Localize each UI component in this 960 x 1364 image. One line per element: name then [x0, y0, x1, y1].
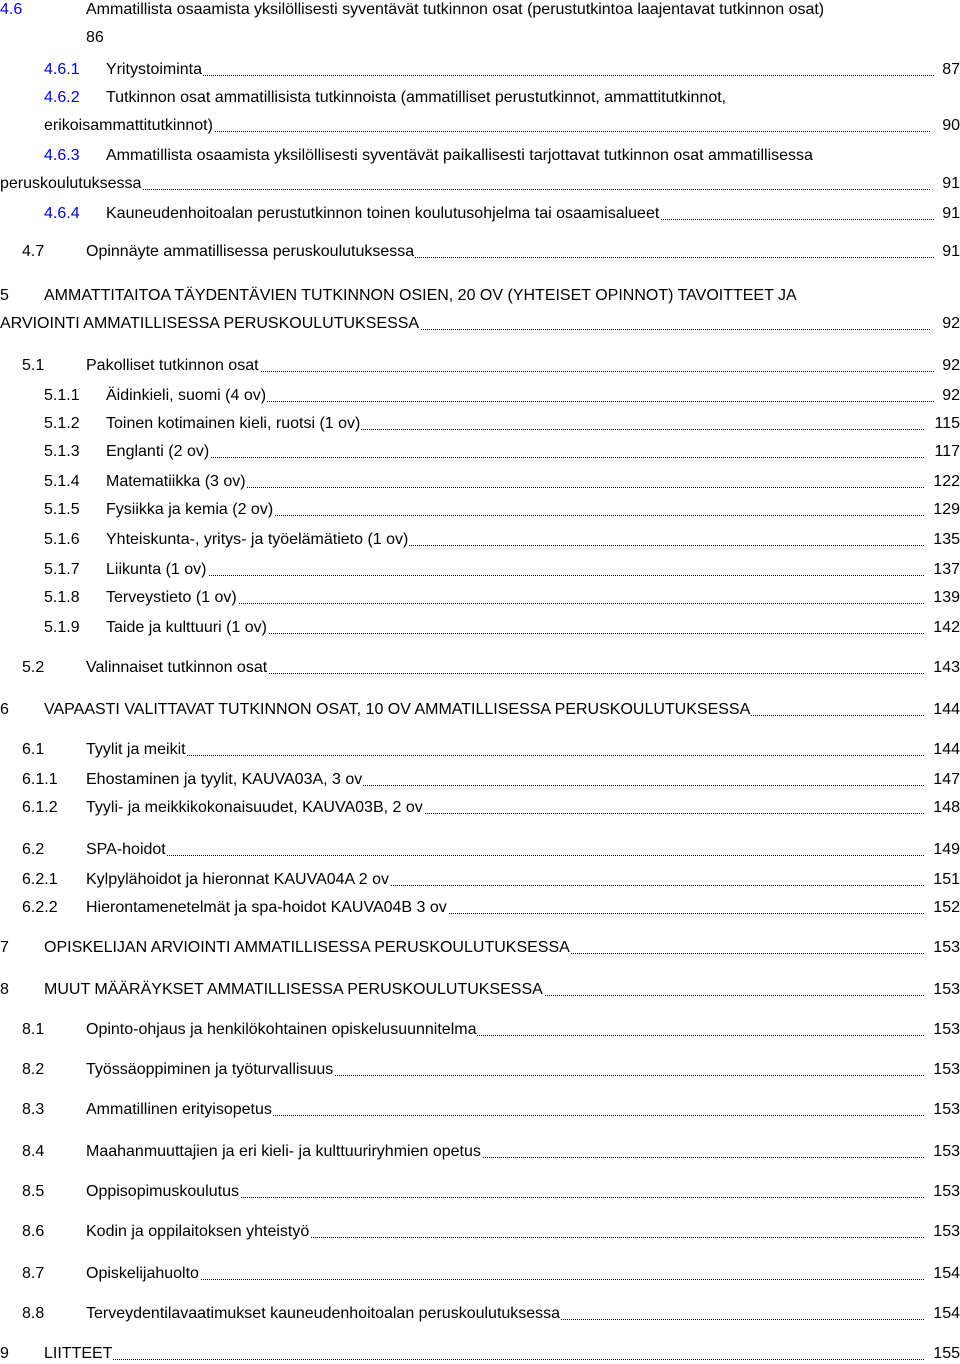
- toc-entry-title-line: [86, 356, 960, 376]
- toc-entry-page: 144: [933, 741, 960, 758]
- toc-entry-title: LIITTEET: [44, 1345, 113, 1362]
- toc-entry-number: 8: [0, 981, 9, 998]
- toc-entry-number: 5.1: [22, 357, 45, 374]
- toc-entry-title-line: [106, 500, 960, 520]
- toc-entry-page: 153: [933, 1143, 960, 1160]
- toc-entry[interactable]: [0, 530, 960, 550]
- toc-entry-number: 8.2: [22, 1061, 45, 1078]
- toc-entry-title-line: [86, 870, 960, 890]
- toc-entry-title: Valinnaiset tutkinnon osat: [86, 659, 268, 676]
- toc-entry-page: 143: [933, 659, 960, 676]
- toc-entry-title-continued: ARVIOINTI AMMATILLISESSA PERUSKOULUTUKSESSA: [0, 315, 420, 332]
- toc-entry[interactable]: [0, 840, 960, 860]
- toc-entry[interactable]: [0, 60, 960, 80]
- toc-entry-title: Fysiikka ja kemia (2 ov): [106, 501, 274, 518]
- toc-entry[interactable]: [0, 286, 960, 306]
- toc-entry-number: 8.6: [22, 1223, 45, 1240]
- toc-entry-page: 151: [933, 871, 960, 888]
- toc-entry-page: 122: [933, 473, 960, 490]
- leader-dots: [44, 1359, 924, 1360]
- toc-entry[interactable]: [0, 770, 960, 790]
- toc-entry[interactable]: [0, 700, 960, 720]
- toc-entry-page: 154: [933, 1265, 960, 1282]
- toc-entry-number: 5.1.6: [44, 531, 80, 548]
- toc-entry-number: 5.1.2: [44, 415, 80, 432]
- toc-entry[interactable]: [0, 658, 960, 678]
- toc-entry[interactable]: [0, 146, 960, 166]
- toc-entry[interactable]: [0, 588, 960, 608]
- toc-entry-page: 92: [942, 315, 960, 332]
- toc-entry-number: 6.2.2: [22, 899, 58, 916]
- toc-entry-page: 92: [942, 357, 960, 374]
- toc-entry-continuation: [0, 28, 960, 48]
- toc-entry[interactable]: [0, 204, 960, 224]
- toc-entry-page: 142: [933, 619, 960, 636]
- toc-entry-continuation: [44, 116, 960, 136]
- toc-entry[interactable]: [0, 1100, 960, 1120]
- toc-entry-page: 91: [942, 243, 960, 260]
- leader-dots: [106, 75, 934, 76]
- toc-entry-number: 8.8: [22, 1305, 45, 1322]
- toc-entry-title: Tutkinnon osat ammatillisista tutkinnoista (ammatilliset perustutkinnot, ammattitutkinnot,: [106, 89, 727, 106]
- toc-entry-number: 6: [0, 701, 9, 718]
- toc-entry-title-line: [106, 414, 960, 434]
- toc-entry-title: Yritystoiminta: [106, 61, 203, 78]
- toc-entry-number: 8.3: [22, 1101, 45, 1118]
- toc-entry-title: Terveystieto (1 ov): [106, 589, 237, 606]
- toc-entry-page: 154: [933, 1305, 960, 1322]
- toc-entry-title-line: [106, 386, 960, 406]
- toc-entry-title: Englanti (2 ov): [106, 443, 210, 460]
- toc-entry-page: 92: [942, 387, 960, 404]
- toc-entry-page: 137: [933, 561, 960, 578]
- toc-entry-page: 86: [86, 29, 104, 46]
- toc-entry[interactable]: [0, 1142, 960, 1162]
- toc-entry-title: AMMATTITAITOA TÄYDENTÄVIEN TUTKINNON OSIEN, 20 OV (YHTEISET OPINNOT) TAVOITTEET JA: [44, 287, 797, 304]
- toc-entry-title-line: [44, 938, 960, 958]
- toc-entry-title-line: [44, 1344, 960, 1364]
- toc-entry-title-line: [106, 530, 960, 550]
- toc-entry-page: 139: [933, 589, 960, 606]
- toc-entry-title-continued: peruskoulutuksessa: [0, 175, 142, 192]
- toc-entry[interactable]: [0, 740, 960, 760]
- toc-entry-number: 5.1.1: [44, 387, 80, 404]
- toc-entry[interactable]: [0, 242, 960, 262]
- toc-entry-title-continued: erikoisammattitutkinnot): [44, 117, 213, 134]
- toc-entry-title-line: [106, 560, 960, 580]
- toc-entry-title-line: [44, 700, 960, 720]
- toc-entry-number: 9: [0, 1345, 9, 1362]
- toc-entry-title: Ammatillinen erityisopetus: [86, 1101, 272, 1118]
- toc-entry-number: 5.1.3: [44, 443, 80, 460]
- toc-entry-title-line: [86, 1020, 960, 1040]
- leader-dots: [86, 855, 924, 856]
- toc-entry-page: 148: [933, 799, 960, 816]
- toc-entry-title: Pakolliset tutkinnon osat: [86, 357, 259, 374]
- toc-entry-title: Kodin ja oppilaitoksen yhteistyö: [86, 1223, 310, 1240]
- toc-entry-number: 4.6.3: [44, 147, 80, 164]
- toc-entry[interactable]: [0, 560, 960, 580]
- toc-entry[interactable]: [0, 1182, 960, 1202]
- toc-entry-title-line: [44, 980, 960, 1000]
- toc-entry-number: 4.6.2: [44, 89, 80, 106]
- toc-entry-number: 8.4: [22, 1143, 45, 1160]
- toc-entry-title-line: [86, 840, 960, 860]
- toc-entry-page: 87: [942, 61, 960, 78]
- toc-entry-title-line: [106, 618, 960, 638]
- leader-dots: [86, 1279, 924, 1280]
- toc-entry-title-line: [86, 1182, 960, 1202]
- toc-entry-number: 4.6.1: [44, 61, 80, 78]
- toc-entry-title-line: [86, 1304, 960, 1324]
- toc-entry-title-line: [86, 1222, 960, 1242]
- toc-entry-title-line: [106, 204, 960, 224]
- toc-entry-page: 153: [933, 1061, 960, 1078]
- toc-entry[interactable]: [0, 0, 960, 20]
- toc-entry-title: Opiskelijahuolto: [86, 1265, 199, 1282]
- toc-entry-page: 149: [933, 841, 960, 858]
- toc-entry-title-line: [86, 242, 960, 262]
- toc-entry-page: 152: [933, 899, 960, 916]
- toc-entry-number: 5.1.7: [44, 561, 80, 578]
- toc-entry-page: 91: [942, 205, 960, 222]
- toc-entry-title-line: [86, 740, 960, 760]
- toc-entry-number: 6.1.2: [22, 799, 58, 816]
- toc-entry-title: Ammatillista osaamista yksilöllisesti syventävät tutkinnon osat (perustutkintoa laajentavat tutkinnon osat): [86, 1, 825, 18]
- toc-entry-title: Opinto-ohjaus ja henkilökohtainen opiskelusuunnitelma: [86, 1021, 477, 1038]
- toc-entry-title-line: [106, 60, 960, 80]
- toc-entry-number: 5.1.9: [44, 619, 80, 636]
- leader-dots: [106, 457, 924, 458]
- toc-entry-title: Kauneudenhoitoalan perustutkinnon toinen koulutusohjelma tai osaamisalueet: [106, 205, 660, 222]
- toc-entry[interactable]: [0, 500, 960, 520]
- toc-entry-title: Äidinkieli, suomi (4 ov): [106, 387, 267, 404]
- toc-entry-title: Yhteiskunta-, yritys- ja työelämätieto (1 ov): [106, 531, 409, 548]
- toc-entry[interactable]: [0, 938, 960, 958]
- toc-entry-title: Maahanmuuttajien ja eri kieli- ja kulttuuriryhmien opetus: [86, 1143, 481, 1160]
- toc-entry-number: 7: [0, 939, 9, 956]
- toc-entry-page: 90: [942, 117, 960, 134]
- toc-entry-page: 153: [933, 1021, 960, 1038]
- toc-entry-title: MUUT MÄÄRÄYKSET AMMATILLISESSA PERUSKOULUTUKSESSA: [44, 981, 543, 998]
- toc-entry-title-line: [106, 442, 960, 462]
- toc-entry[interactable]: [0, 1060, 960, 1080]
- toc-entry-title: Ammatillista osaamista yksilöllisesti syventävät paikallisesti tarjottavat tutkinnon osat ammatillisessa: [106, 147, 813, 164]
- toc-entry-continuation: [0, 314, 960, 334]
- toc-entry-number: 6.2.1: [22, 871, 58, 888]
- toc-entry[interactable]: [0, 1264, 960, 1284]
- toc-entry[interactable]: [0, 1222, 960, 1242]
- toc-entry-number: 5.2: [22, 659, 45, 676]
- toc-entry-title: Oppisopimuskoulutus: [86, 1183, 239, 1200]
- toc-entry-number: 8.1: [22, 1021, 45, 1038]
- toc-entry-page: 153: [933, 981, 960, 998]
- toc-entry-title: VAPAASTI VALITTAVAT TUTKINNON OSAT, 10 OV AMMATILLISESSA PERUSKOULUTUKSESSA: [44, 701, 751, 718]
- toc-entry[interactable]: [0, 1020, 960, 1040]
- toc-entry-title-line: [86, 1142, 960, 1162]
- toc-entry-title: Tyylit ja meikit: [86, 741, 186, 758]
- toc-entry-page: 144: [933, 701, 960, 718]
- toc-entry-title: Ehostaminen ja tyylit, KAUVA03A, 3 ov: [86, 771, 363, 788]
- toc-entry[interactable]: [0, 442, 960, 462]
- toc-entry-number: 6.1.1: [22, 771, 58, 788]
- toc-entry-title-line: [86, 1100, 960, 1120]
- toc-entry-number: 5.1.5: [44, 501, 80, 518]
- toc-entry-number: 5.1.8: [44, 589, 80, 606]
- toc-entry-title: OPISKELIJAN ARVIOINTI AMMATILLISESSA PERUSKOULUTUKSESSA: [44, 939, 570, 956]
- toc-entry[interactable]: [0, 356, 960, 376]
- toc-entry-title-line: [86, 798, 960, 818]
- toc-entry-title: Taide ja kulttuuri (1 ov): [106, 619, 267, 636]
- toc-entry-title-line: [106, 588, 960, 608]
- toc-entry-number: 4.6.4: [44, 205, 80, 222]
- toc-entry[interactable]: [0, 618, 960, 638]
- toc-entry-page: 147: [933, 771, 960, 788]
- toc-entry-title-line: [86, 770, 960, 790]
- toc-entry[interactable]: [0, 870, 960, 890]
- toc-entry[interactable]: [0, 1304, 960, 1324]
- toc-entry-page: 153: [933, 939, 960, 956]
- toc-entry[interactable]: [0, 1344, 960, 1364]
- toc-entry-title-line: [86, 898, 960, 918]
- toc-entry-number: 5.1.4: [44, 473, 80, 490]
- toc-entry-number: 8.5: [22, 1183, 45, 1200]
- toc-entry-title: Työssäoppiminen ja työturvallisuus: [86, 1061, 334, 1078]
- toc-entry-continuation: [0, 174, 960, 194]
- toc-entry-title: Hierontamenetelmät ja spa-hoidot KAUVA04B 3 ov: [86, 899, 447, 916]
- toc-entry[interactable]: [0, 414, 960, 434]
- toc-entry-number: 8.7: [22, 1265, 45, 1282]
- toc-entry-page: 115: [934, 415, 960, 432]
- toc-entry-page: 91: [942, 175, 960, 192]
- toc-entry-page: 153: [933, 1223, 960, 1240]
- toc-entry-title: Toinen kotimainen kieli, ruotsi (1 ov): [106, 415, 361, 432]
- toc-entry-page: 155: [933, 1345, 960, 1362]
- toc-entry-page: 135: [933, 531, 960, 548]
- toc-entry-title: Terveydentilavaatimukset kauneudenhoitoalan peruskoulutuksessa: [86, 1305, 561, 1322]
- toc-entry[interactable]: [0, 386, 960, 406]
- toc-entry[interactable]: [0, 798, 960, 818]
- toc-entry[interactable]: [0, 898, 960, 918]
- toc-entry-title: Matematiikka (3 ov): [106, 473, 246, 490]
- toc-entry-page: 153: [933, 1101, 960, 1118]
- toc-entry-number: 4.6: [0, 1, 23, 18]
- toc-entry[interactable]: [0, 472, 960, 492]
- toc-entry-page: 117: [934, 443, 960, 460]
- toc-entry[interactable]: [0, 980, 960, 1000]
- toc-entry-number: 4.7: [22, 243, 45, 260]
- toc-entry-title-line: [86, 658, 960, 678]
- toc-entry-title: Opinnäyte ammatillisessa peruskoulutuksessa: [86, 243, 415, 260]
- leader-dots: [106, 575, 924, 576]
- toc-entry-title: Kylpylähoidot ja hieronnat KAUVA04A 2 ov: [86, 871, 390, 888]
- toc-entry[interactable]: [0, 88, 960, 108]
- toc-entry-title-line: [106, 472, 960, 492]
- toc-entry-title-line: [86, 1264, 960, 1284]
- leader-dots: [86, 755, 924, 756]
- toc-entry-title: SPA-hoidot: [86, 841, 166, 858]
- toc-entry-number: 6.2: [22, 841, 45, 858]
- toc-entry-number: 5: [0, 287, 9, 304]
- toc-entry-page: 129: [933, 501, 960, 518]
- toc-entry-title: Liikunta (1 ov): [106, 561, 207, 578]
- toc-entry-title: Tyyli- ja meikkikokonaisuudet, KAUVA03B, 2 ov: [86, 799, 423, 816]
- toc-entry-title-line: [86, 1060, 960, 1080]
- toc-entry-number: 6.1: [22, 741, 45, 758]
- toc-entry-page: 153: [933, 1183, 960, 1200]
